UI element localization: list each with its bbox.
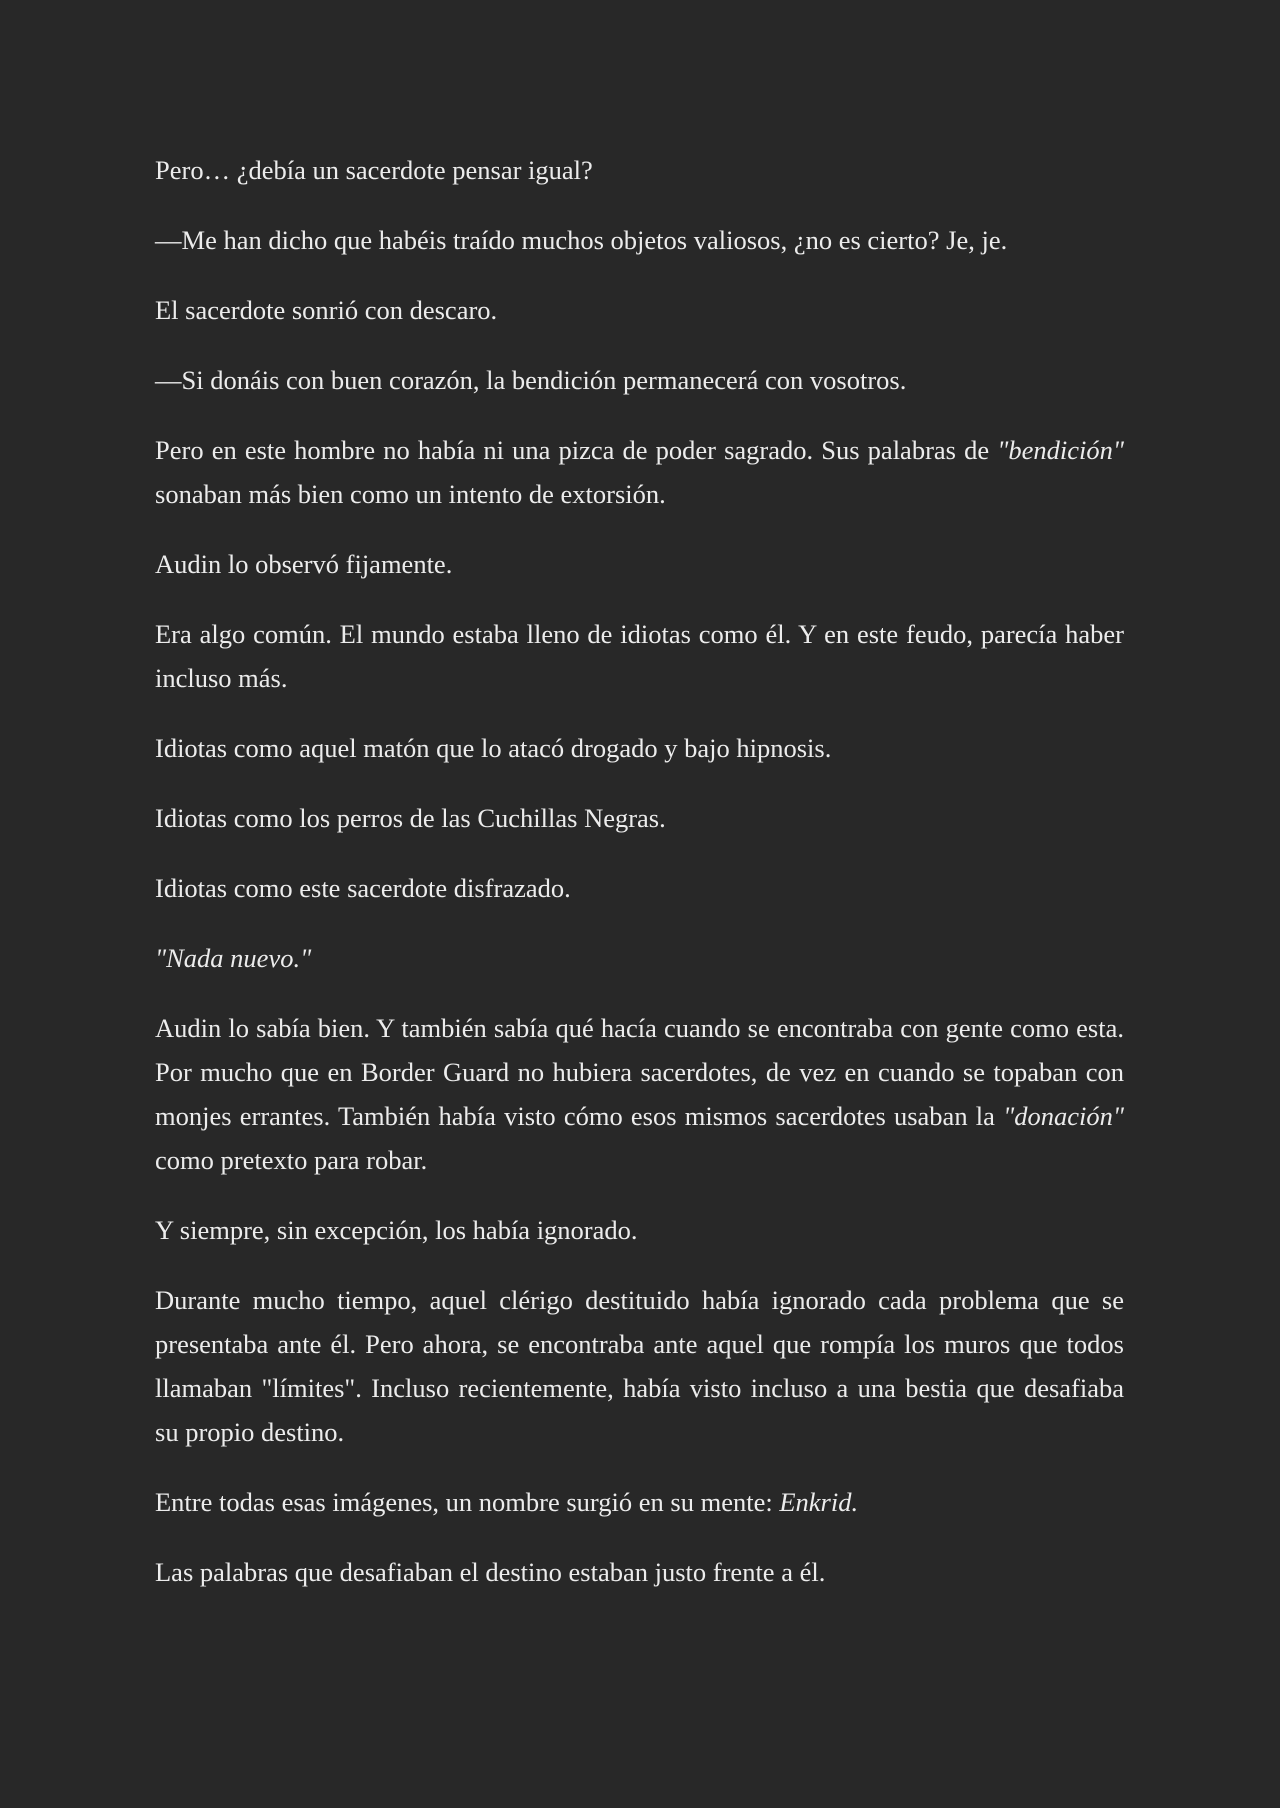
text-run: Audin lo sabía bien. Y también sabía qué hacía cuando se encontraba con gente como esta. Por mucho que en Border Guard no hubiera sacerdotes, de vez en cuando se topaban con monjes errantes. También había visto cómo esos mismos sacerdotes usaban la — [155, 1013, 1124, 1131]
paragraph-9 — [155, 796, 1124, 840]
text-run: Durante mucho tiempo, aquel clérigo destituido había ignorado cada problema que se presentaba ante él. Pero ahora, se encontraba ante aquel que rompía los muros que todos llamaban "límites". Incluso recientemente, había visto incluso a una bestia que desafiaba su propio destino. — [155, 1285, 1124, 1447]
paragraph-7 — [155, 612, 1124, 700]
text-run: Idiotas como este sacerdote disfrazado. — [155, 873, 571, 903]
paragraph-10 — [155, 866, 1124, 910]
document-page — [155, 148, 1124, 1620]
paragraph-3 — [155, 288, 1124, 332]
text-run: —Si donáis con buen corazón, la bendición permanecerá con vosotros. — [155, 365, 907, 395]
italic-run: "donación" — [1003, 1101, 1124, 1131]
paragraph-1 — [155, 148, 1124, 192]
italic-run: "Nada nuevo." — [155, 943, 312, 973]
paragraph-15 — [155, 1480, 1124, 1524]
paragraph-8 — [155, 726, 1124, 770]
paragraph-13 — [155, 1208, 1124, 1252]
paragraph-2 — [155, 218, 1124, 262]
text-run: Audin lo observó fijamente. — [155, 549, 453, 579]
italic-run: "bendición" — [997, 435, 1124, 465]
paragraph-12 — [155, 1006, 1124, 1182]
text-run: Y siempre, sin excepción, los había ignorado. — [155, 1215, 638, 1245]
text-run: —Me han dicho que habéis traído muchos objetos valiosos, ¿no es cierto? Je, je. — [155, 225, 1008, 255]
text-run: Pero… ¿debía un sacerdote pensar igual? — [155, 155, 593, 185]
text-run: Idiotas como aquel matón que lo atacó drogado y bajo hipnosis. — [155, 733, 832, 763]
paragraph-11 — [155, 936, 1124, 980]
text-run: Entre todas esas imágenes, un nombre surgió en su mente: — [155, 1487, 780, 1517]
text-run: Era algo común. El mundo estaba lleno de idiotas como él. Y en este feudo, parecía haber incluso más. — [155, 619, 1124, 693]
text-run: como pretexto para robar. — [155, 1145, 428, 1175]
text-run: Pero en este hombre no había ni una pizca de poder sagrado. Sus palabras de — [155, 435, 998, 465]
paragraph-6 — [155, 542, 1124, 586]
paragraph-14 — [155, 1278, 1124, 1454]
text-run: Las palabras que desafiaban el destino estaban justo frente a él. — [155, 1557, 826, 1587]
paragraph-5 — [155, 428, 1124, 516]
paragraph-4 — [155, 358, 1124, 402]
text-run: El sacerdote sonrió con descaro. — [155, 295, 498, 325]
text-run: Idiotas como los perros de las Cuchillas Negras. — [155, 803, 666, 833]
text-run: sonaban más bien como un intento de extorsión. — [155, 479, 666, 509]
paragraph-16 — [155, 1550, 1124, 1594]
italic-run: Enkrid. — [779, 1487, 859, 1517]
